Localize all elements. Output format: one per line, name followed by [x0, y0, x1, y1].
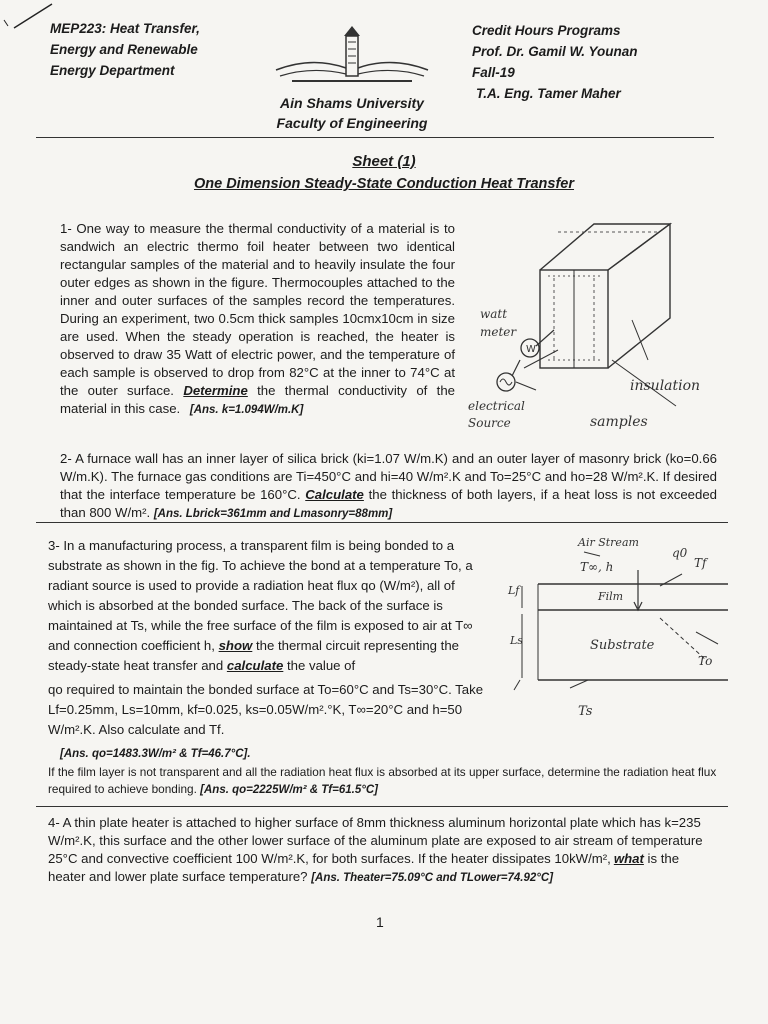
page-number: 1: [376, 914, 384, 930]
header-divider: [36, 137, 714, 138]
problem-3: [48, 536, 486, 676]
problem-3-answer-b: [Ans. qo=2225W/m² & Tf=61.5°C]: [200, 784, 378, 796]
problem-1: [60, 220, 455, 419]
teaching-assistant: T.A. Eng. Tamer Maher: [476, 86, 621, 101]
wattmeter-symbol: W: [526, 344, 536, 355]
program: Credit Hours Programs: [472, 23, 621, 38]
label-tf: Tf: [694, 556, 707, 570]
label-to: To: [698, 654, 713, 668]
problem-4: [48, 814, 716, 887]
course-line-1: MEP223: Heat Transfer,: [50, 21, 200, 36]
problem-4-action: what: [613, 851, 644, 866]
label-tinf-h: T∞, h: [580, 560, 614, 574]
problem-3-text-a: 3- In a manufacturing process, a transparent film is being bonded to a substrate as shown in the fig. To achieve the bond at a temperature To, a radiant source is used to provide a radiation heat flux qo (W/m²), all of which is absorbed at the bonded surface. The back of the surface is maintained at Ts, while the free surface of the film is exposed to air at T∞ and connection coefficient h,: [48, 538, 473, 653]
label-film: Film: [598, 590, 624, 603]
sheet-title: Sheet (1): [352, 153, 416, 170]
problem-4-text: 4- A thin plate heater is attached to higher surface of 8mm thickness aluminum horizontal plate which has k=235 W/m².K, this surface and the other lower surface of the aluminum plate are exposed to air stream of temperature 25°C and convective coefficient 100 W/m².K, for both surfaces. If the heater dissipates 10kW/m²,: [48, 815, 703, 866]
problem-1-text: 1- One way to measure the thermal conductivity of a material is to sandwich an electric thermo foil heater between two identical rectangular samples of the material and to heavily insulate the four outer edges as shown in the figure. Thermocouples attached to the inner and outer surfaces of the samples record the temperatures. During an experiment, two 0.5cm thick samples 10cmx10cm in size are used. When the steady operation is reached, the heater is observed to draw 35 Watt of electric power, and the temperature of each sample is observed to drop from 82°C at the inner to 74°C at the outer surface.: [60, 221, 455, 398]
label-air-stream: Air Stream: [578, 536, 639, 549]
label-substrate: Substrate: [590, 638, 655, 653]
course-line-3: Energy Department: [50, 63, 175, 78]
label-q0: q0: [672, 546, 688, 560]
problem-2-tail: the thickness of both layers, if a heat loss is not exceeded than 800 W/m².: [60, 487, 717, 520]
divider-3: [36, 806, 728, 807]
problem-3-text-c: the value of: [283, 658, 356, 673]
problem-2-action: Calculate: [305, 487, 364, 502]
program-info: [472, 20, 638, 104]
problem-1-action: Determine: [183, 383, 248, 398]
problem-3-answer-a: [Ans. qo=1483.3W/m² & Tf=46.7°C].: [60, 748, 251, 760]
problem-3-action-show: show: [218, 638, 253, 653]
problem-3-part-2: [48, 680, 488, 740]
label-ts: Ts: [578, 704, 593, 719]
university-logo: [272, 22, 432, 92]
label-electrical-source: electrical Source: [468, 399, 525, 430]
label-ls: Ls: [510, 634, 523, 647]
course-info: [50, 18, 200, 81]
university: Ain Shams University: [280, 95, 424, 111]
label-samples: samples: [590, 414, 648, 430]
problem-4-tail: is the heater and lower plate surface temperature?: [48, 851, 680, 884]
label-insulation: insulation: [630, 378, 701, 394]
problem-3-action-calculate: calculate: [226, 658, 284, 673]
sheet-subtitle: One Dimension Steady-State Conduction Heat Transfer: [193, 176, 575, 192]
problem-3-text-e: If the film layer is not transparent and all the radiation heat flux is absorbed at its upper surface, determine the radiation heat flux required to achieve bonding.: [48, 765, 717, 796]
course-line-2: Energy and Renewable: [50, 42, 198, 57]
problem-1-tail: the thermal conductivity of the material in this case.: [60, 383, 455, 416]
problem-1-answer: [Ans. k=1.094W/m.K]: [189, 404, 304, 416]
divider-2: [36, 522, 728, 523]
professor: Prof. Dr. Gamil W. Younan: [472, 44, 638, 59]
term: Fall-19: [472, 65, 515, 80]
university-name: [262, 93, 442, 133]
faculty: Faculty of Engineering: [276, 115, 428, 131]
problem-2: [60, 450, 717, 523]
problem-2-answer: [Ans. Lbrick=361mm and Lmasonry=88mm]: [153, 508, 393, 520]
problem-3-text-b: the thermal circuit representing the steady-state heat transfer and: [48, 638, 460, 673]
problem-3-text-d: qo required to maintain the bonded surface at To=60°C and Ts=30°C. Take Lf=0.25mm, Ls=10mm, kf=0.025, ks=0.05W/m².°K, T∞=20°C and h=50 W/m².K. Also calculate and Tf.: [48, 682, 484, 737]
problem-4-answer: [Ans. Theater=75.09°C and TLower=74.92°C]: [311, 872, 554, 884]
label-lf: Lf: [508, 584, 520, 597]
label-wattmeter: watt meter: [480, 307, 517, 339]
problem-3-extension: [48, 764, 718, 799]
problem-2-text: 2- A furnace wall has an inner layer of silica brick (ki=1.07 W/m.K) and an outer layer of masonry brick (ko=0.66 W/m.K). The furnace gas conditions are Ti=450°C and hi=40 W/m².K and To=25°C and ho=28 W/m².K. If desired that the interface temperature be 160°C.: [60, 451, 717, 502]
